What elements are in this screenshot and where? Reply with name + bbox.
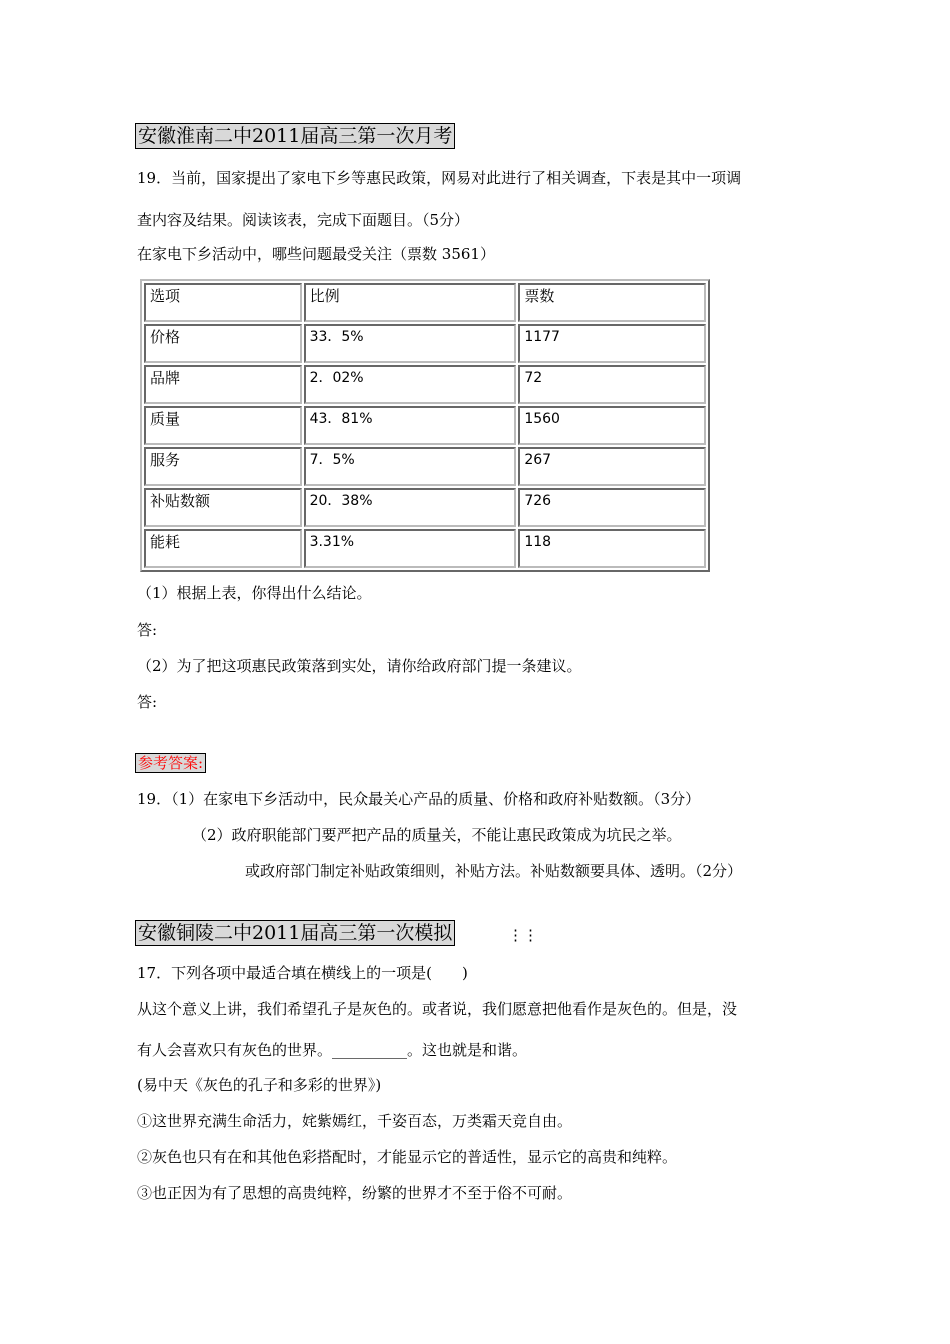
passage-source: (易中天《灰色的孔子和多彩的世界》)	[137, 1076, 382, 1094]
table-cell: 1177	[518, 324, 706, 363]
option-2: ②灰色也只有在和其他色彩搭配时，才能显示它的普适性，显示它的高贵和纯粹。	[137, 1148, 678, 1166]
table-row	[144, 324, 706, 363]
table-cell: 补贴数额	[144, 488, 302, 527]
answer-prompt-2: 答:	[137, 693, 158, 711]
table-cell: 7．5%	[304, 447, 517, 486]
sub-question-1: （1）根据上表，你得出什么结论。	[137, 584, 372, 602]
survey-table	[140, 279, 710, 572]
table-caption: 在家电下乡活动中，哪些问题最受关注（票数 3561）	[137, 245, 495, 263]
section-header-tongling: 安徽铜陵二中2011届高三第一次模拟	[135, 920, 455, 946]
table-cell: 726	[518, 488, 706, 527]
answer-prompt-1: 答:	[137, 621, 158, 639]
section-header-huainan: 安徽淮南二中2011届高三第一次月考	[135, 123, 455, 149]
header-suffix-marks: ⋮⋮	[508, 926, 538, 944]
table-cell: 能耗	[144, 529, 302, 568]
answer-line-3: 或政府部门制定补贴政策细则，补贴方法。补贴数额要具体、透明。（2分）	[245, 862, 743, 880]
sub-question-2: （2）为了把这项惠民政策落到实处，请你给政府部门提一条建议。	[137, 657, 582, 675]
question-17: 17．下列各项中最适合填在横线上的一项是( )	[137, 964, 468, 982]
passage-line-2: 有人会喜欢只有灰色的世界。__________。这也就是和谐。	[137, 1041, 528, 1059]
table-row	[144, 529, 706, 568]
reference-answer-label: 参考答案:	[135, 753, 206, 773]
table-cell: 72	[518, 365, 706, 404]
table-cell: 20．38%	[304, 488, 517, 527]
table-cell: 267	[518, 447, 706, 486]
table-cell: 118	[518, 529, 706, 568]
answer-line-1: 19．（1）在家电下乡活动中，民众最关心产品的质量、价格和政府补贴数额。（3分）	[137, 790, 701, 808]
passage-line-1: 从这个意义上讲，我们希望孔子是灰色的。或者说，我们愿意把他看作是灰色的。但是，没	[137, 1000, 738, 1018]
table-cell: 33．5%	[304, 324, 517, 363]
table-cell: 品牌	[144, 365, 302, 404]
option-1: ①这世界充满生命活力，姹紫嫣红，千姿百态，万类霜天竞自由。	[137, 1112, 573, 1130]
table-cell: 服务	[144, 447, 302, 486]
table-row	[144, 406, 706, 445]
option-3: ③也正因为有了思想的高贵纯粹，纷繁的世界才不至于俗不可耐。	[137, 1184, 573, 1202]
header-cell-votes: 票数	[518, 283, 706, 322]
table-cell: 质量	[144, 406, 302, 445]
header-cell-option: 选项	[144, 283, 302, 322]
table-row	[144, 447, 706, 486]
table-header-row	[144, 283, 706, 322]
table-cell: 1560	[518, 406, 706, 445]
table-cell: 价格	[144, 324, 302, 363]
table-row	[144, 365, 706, 404]
header-cell-ratio: 比例	[304, 283, 517, 322]
question-19-line2: 查内容及结果。阅读该表，完成下面题目。（5分）	[137, 211, 470, 229]
table-cell: 2．02%	[304, 365, 517, 404]
question-19-line1: 19．当前，国家提出了家电下乡等惠民政策，网易对此进行了相关调查，下表是其中一项调	[137, 169, 742, 187]
table-row	[144, 488, 706, 527]
table-cell: 3.31%	[304, 529, 517, 568]
answer-line-2: （2）政府职能部门要严把产品的质量关，不能让惠民政策成为坑民之举。	[192, 826, 682, 844]
table-cell: 43．81%	[304, 406, 517, 445]
